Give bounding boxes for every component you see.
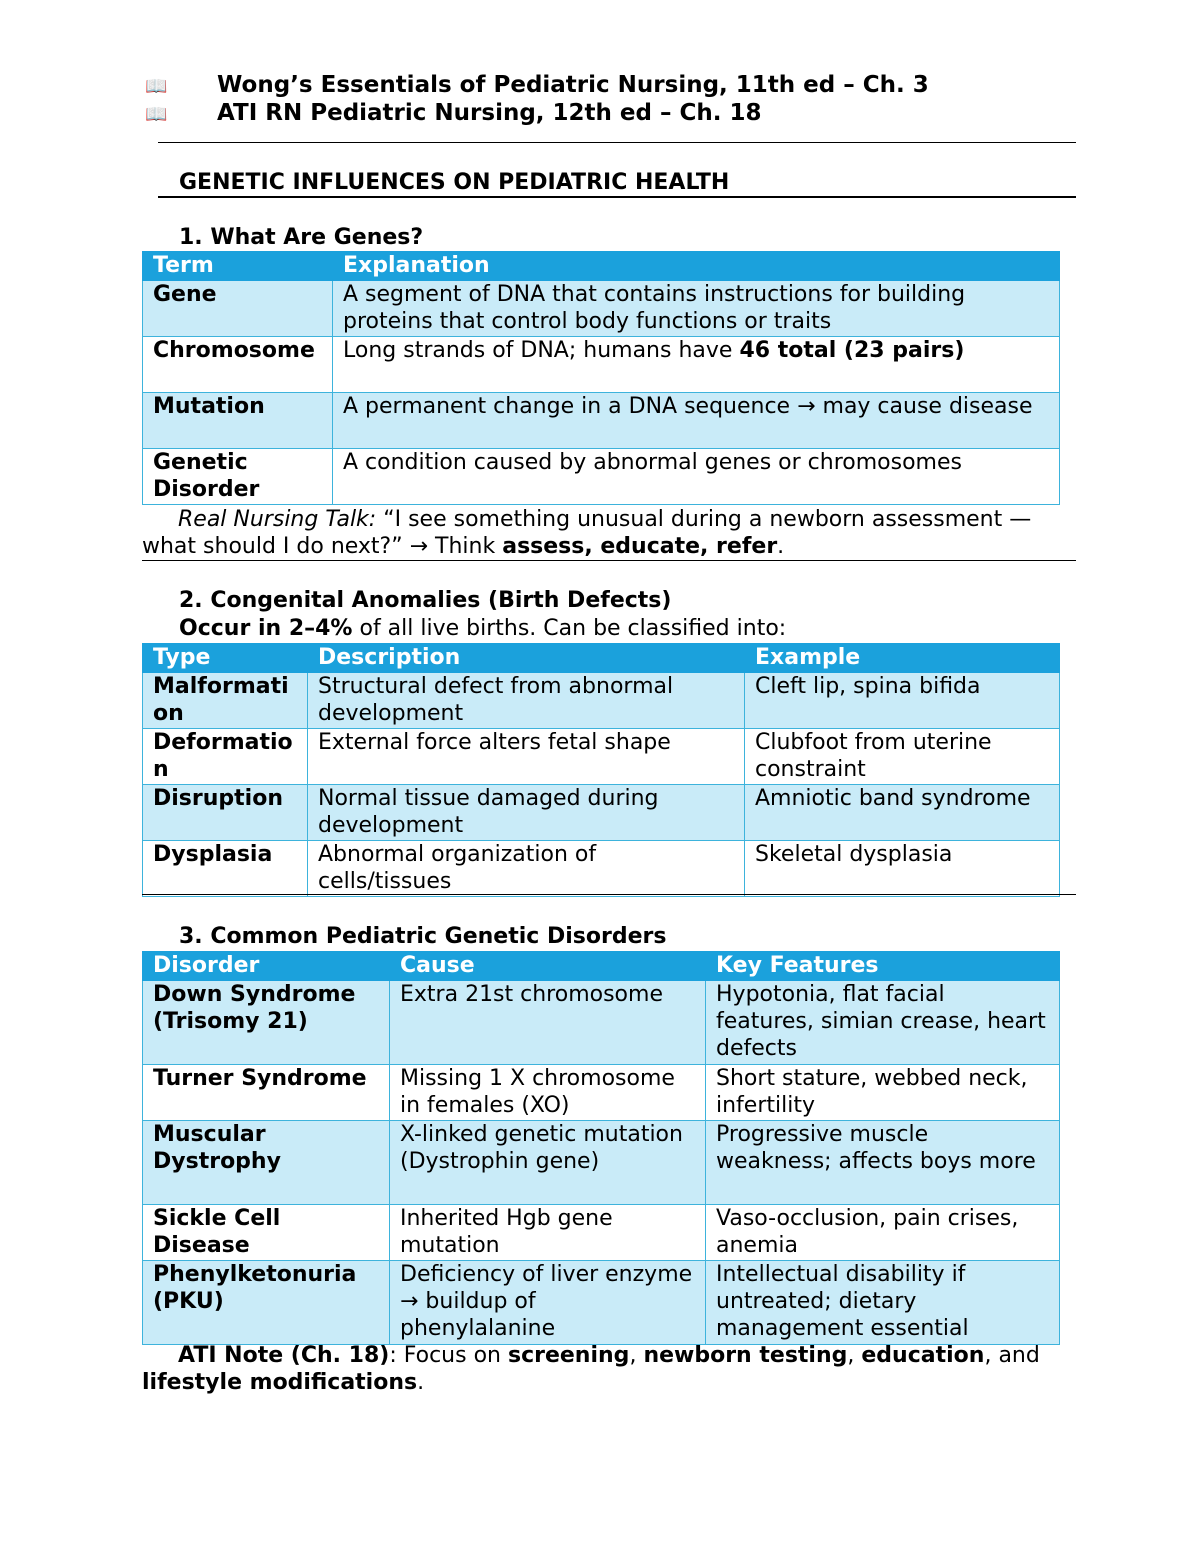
note-text: “I see something unusual during a newborn assessment — what should I do next?” → Think bbox=[142, 507, 1032, 559]
type-cell: Dysplasia bbox=[143, 841, 308, 897]
type-cell: Disruption bbox=[143, 785, 308, 841]
cause-cell: X-linked genetic mutation (Dystrophin gene) bbox=[390, 1121, 706, 1205]
cause-cell: Deficiency of liver enzyme → buildup of phenylalanine bbox=[390, 1261, 706, 1345]
explanation-cell: A permanent change in a DNA sequence → may cause disease bbox=[333, 393, 1060, 449]
table-row bbox=[143, 981, 1060, 1065]
note-text: , bbox=[847, 1343, 862, 1368]
disorder-cell: Sickle Cell Disease bbox=[143, 1205, 390, 1261]
term-cell: Genetic Disorder bbox=[143, 449, 333, 505]
note-text: , bbox=[629, 1343, 644, 1368]
note-text: . bbox=[417, 1370, 425, 1395]
explanation-emphasis: 46 total (23 pairs) bbox=[739, 338, 965, 363]
divider bbox=[158, 196, 1076, 198]
note-emphasis: assess, educate, refer bbox=[502, 534, 778, 559]
explanation-cell bbox=[333, 337, 1060, 393]
column-header: Explanation bbox=[333, 252, 1060, 281]
section-heading: 2. Congenital Anomalies (Birth Defects) bbox=[179, 588, 672, 613]
section-heading: 1. What Are Genes? bbox=[179, 225, 424, 250]
explanation-text: Long strands of DNA; humans have bbox=[343, 338, 740, 363]
column-header: Description bbox=[308, 644, 745, 673]
features-cell: Progressive muscle weakness; affects boys more bbox=[706, 1121, 1060, 1205]
note-text: : Focus on bbox=[389, 1343, 508, 1368]
column-header: Type bbox=[143, 644, 308, 673]
table-row bbox=[143, 673, 1060, 729]
note-end: . bbox=[777, 534, 785, 559]
table-row bbox=[143, 841, 1060, 897]
features-cell: Short stature, webbed neck, infertility bbox=[706, 1065, 1060, 1121]
reference-line bbox=[145, 99, 762, 129]
features-cell: Intellectual disability if untreated; dietary management essential bbox=[706, 1261, 1060, 1345]
reference-text: ATI RN Pediatric Nursing, 12th ed – Ch. 18 bbox=[217, 100, 762, 126]
disorder-cell: Down Syndrome (Trisomy 21) bbox=[143, 981, 390, 1065]
table-row bbox=[143, 281, 1060, 337]
disorder-cell: Muscular Dystrophy bbox=[143, 1121, 390, 1205]
note-label: ATI Note (Ch. 18) bbox=[178, 1343, 390, 1368]
disorder-cell: Turner Syndrome bbox=[143, 1065, 390, 1121]
table-row bbox=[143, 393, 1060, 449]
divider bbox=[142, 560, 1076, 561]
table-row bbox=[143, 449, 1060, 505]
divider bbox=[142, 894, 1076, 895]
section-intro bbox=[179, 615, 1119, 642]
disorders-table bbox=[142, 951, 1060, 1345]
description-cell: Structural defect from abnormal development bbox=[308, 673, 745, 729]
note-label: Real Nursing Talk: bbox=[178, 507, 377, 532]
intro-emphasis: Occur in 2–4% bbox=[179, 616, 353, 641]
explanation-cell: A condition caused by abnormal genes or chromosomes bbox=[333, 449, 1060, 505]
book-icon: 📖 bbox=[145, 104, 168, 125]
example-cell: Clubfoot from uterine constraint bbox=[745, 729, 1060, 785]
cause-cell: Inherited Hgb gene mutation bbox=[390, 1205, 706, 1261]
example-cell: Amniotic band syndrome bbox=[745, 785, 1060, 841]
anomalies-table bbox=[142, 643, 1060, 897]
column-header: Disorder bbox=[143, 952, 390, 981]
term-cell: Gene bbox=[143, 281, 333, 337]
term-cell: Chromosome bbox=[143, 337, 333, 393]
table-row bbox=[143, 1261, 1060, 1345]
note-emphasis: education bbox=[861, 1343, 985, 1368]
type-cell: Deformation bbox=[143, 729, 308, 785]
explanation-cell: A segment of DNA that contains instructions for building proteins that control body functions or traits bbox=[333, 281, 1060, 337]
column-header: Example bbox=[745, 644, 1060, 673]
reference-line bbox=[145, 71, 929, 101]
cause-cell: Extra 21st chromosome bbox=[390, 981, 706, 1065]
term-cell: Mutation bbox=[143, 393, 333, 449]
type-cell: Malformation bbox=[143, 673, 308, 729]
table-header-row bbox=[143, 644, 1060, 673]
table-row bbox=[143, 1205, 1060, 1261]
example-cell: Skeletal dysplasia bbox=[745, 841, 1060, 897]
table-row bbox=[143, 785, 1060, 841]
divider bbox=[158, 142, 1076, 143]
features-cell: Hypotonia, flat facial features, simian crease, heart defects bbox=[706, 981, 1060, 1065]
note-emphasis: screening bbox=[507, 1343, 630, 1368]
description-cell: External force alters fetal shape bbox=[308, 729, 745, 785]
note-emphasis: newborn testing bbox=[643, 1343, 848, 1368]
book-icon: 📖 bbox=[145, 76, 168, 97]
example-cell: Cleft lip, spina bifida bbox=[745, 673, 1060, 729]
features-cell: Vaso-occlusion, pain crises, anemia bbox=[706, 1205, 1060, 1261]
description-cell: Abnormal organization of cells/tissues bbox=[308, 841, 745, 897]
table-row bbox=[143, 1065, 1060, 1121]
description-cell: Normal tissue damaged during development bbox=[308, 785, 745, 841]
nursing-talk-note bbox=[142, 506, 1082, 560]
document-title: GENETIC INFLUENCES ON PEDIATRIC HEALTH bbox=[179, 170, 730, 195]
disorder-cell: Phenylketonuria (PKU) bbox=[143, 1261, 390, 1345]
note-text: , and bbox=[984, 1343, 1040, 1368]
table-row bbox=[143, 337, 1060, 393]
column-header: Term bbox=[143, 252, 333, 281]
ati-note bbox=[142, 1342, 1082, 1396]
table-header-row bbox=[143, 952, 1060, 981]
section-heading: 3. Common Pediatric Genetic Disorders bbox=[179, 924, 667, 949]
column-header: Key Features bbox=[706, 952, 1060, 981]
reference-text: Wong’s Essentials of Pediatric Nursing, 11th ed – Ch. 3 bbox=[217, 72, 929, 98]
cause-cell: Missing 1 X chromosome in females (XO) bbox=[390, 1065, 706, 1121]
column-header: Cause bbox=[390, 952, 706, 981]
table-row bbox=[143, 1121, 1060, 1205]
genes-table bbox=[142, 251, 1060, 505]
intro-text: of all live births. Can be classified into: bbox=[352, 616, 787, 641]
table-row bbox=[143, 729, 1060, 785]
table-header-row bbox=[143, 252, 1060, 281]
note-emphasis: lifestyle modifications bbox=[142, 1370, 418, 1395]
